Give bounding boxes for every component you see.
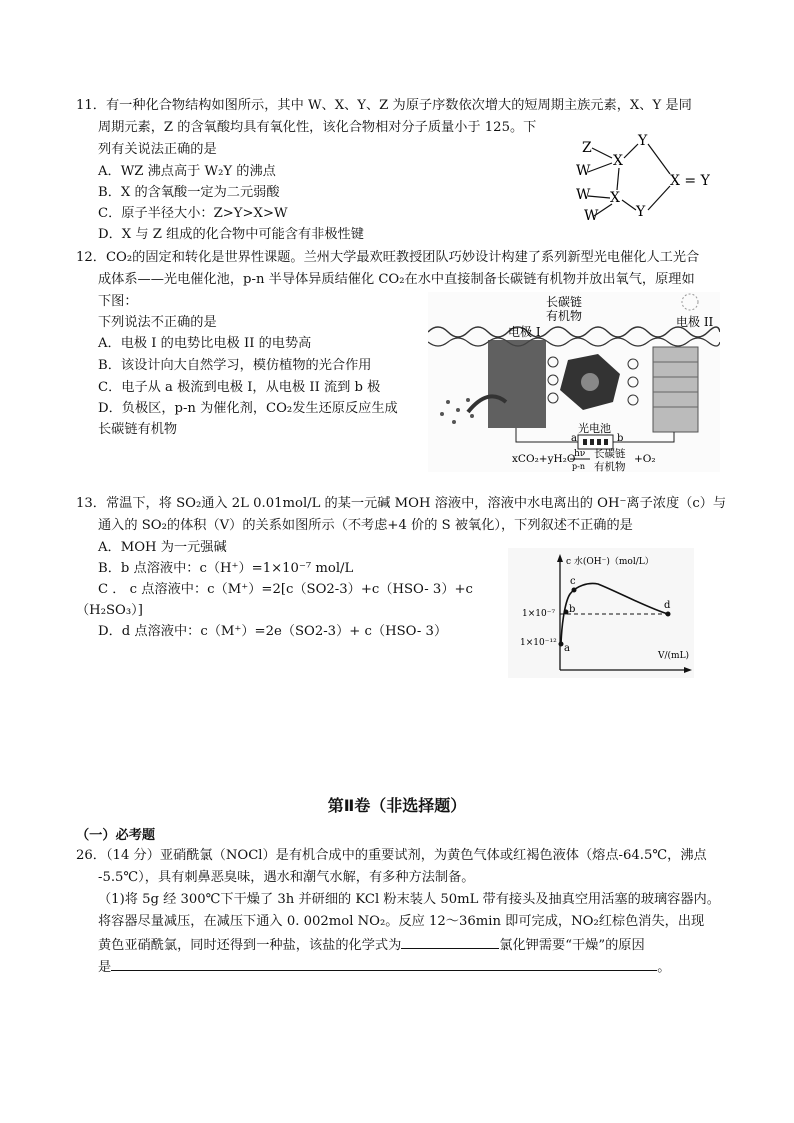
- electrode-2-block: [653, 347, 698, 432]
- q13-option-b: B．b 点溶液中：c（H⁺）=1×10⁻⁷ mol/L: [98, 561, 354, 576]
- tick-1e-7: 1×10⁻⁷: [522, 609, 556, 619]
- struct-w2: W: [576, 187, 591, 203]
- label-photocell: 光电池: [578, 422, 611, 435]
- q11-line-1: 11．有一种化合物结构如图所示，其中 W、X、Y、Z 为原子序数依次增大的短周期主族元素，X、Y 是同: [76, 98, 692, 113]
- answer-blank-formula[interactable]: [401, 934, 499, 949]
- q26-line-6: [98, 956, 670, 978]
- q13-option-c: C ． c 点溶液中：c（M⁺）=2[c（SO2-3）+c（HSO- 3）+c: [98, 582, 473, 597]
- eqn-tail: +O₂: [634, 453, 656, 465]
- q11-line-2: 周期元素，Z 的含氧酸均具有氧化性，该化合物相对分子质量小于 125。下: [98, 120, 537, 135]
- struct-y2: Y: [636, 204, 646, 220]
- label-product-1: 长碳链: [546, 295, 583, 309]
- q12-photoelectrochemical-figure: [428, 292, 720, 472]
- q12-option-d: D．负极区，p-n 为催化剂，CO₂发生还原反应生成: [98, 401, 398, 416]
- struct-x1: X: [613, 153, 623, 169]
- eqn-right-2: 有机物: [594, 461, 626, 472]
- part-2-title: 第Ⅱ卷（非选择题）: [327, 796, 467, 815]
- struct-y1: Y: [638, 133, 648, 149]
- q12-line-2: 成体系——光电催化池，p-n 半导体异质结催化 CO₂在水中直接制备长碳链有机物并放出氧气，原理如: [98, 272, 695, 287]
- eqn-cond-top: hν: [574, 449, 586, 459]
- q11-option-d: D．X 与 Z 组成的化合物中可能含有非极性键: [98, 227, 364, 242]
- q13-option-a: A．MOH 为一元强碱: [98, 540, 227, 555]
- struct-x2: X: [610, 190, 620, 206]
- struct-w1: W: [576, 163, 591, 179]
- q12-line-3: 下图：: [98, 294, 138, 309]
- struct-x-eq-y: X = Y: [670, 173, 710, 189]
- point-b: b: [569, 604, 576, 615]
- q12-option-b: B．该设计向大自然学习，模仿植物的光合作用: [98, 358, 372, 373]
- q26-line-5-a: 黄色亚硝酰氯，同时还得到一种盐，该盐的化学式为: [98, 938, 402, 953]
- q26-line-3: （1)将 5g 经 300℃下干燥了 3h 并研细的 KCl 粉末装人 50mL 带有接头及抽真空用活塞的玻璃容器内。: [98, 892, 720, 907]
- q13-line-2: 通入的 SO₂的体积（V）的关系如图所示（不考虑+4 价的 S 被氧化），下列叙述不正确的是: [98, 518, 633, 533]
- label-product-2: 有机物: [546, 309, 583, 323]
- point-c: c: [570, 576, 576, 587]
- eqn-left: xCO₂+yH₂O: [512, 453, 576, 465]
- part-2-subtitle: （一）必考题: [76, 828, 156, 843]
- q11-option-a: A．WZ 沸点高于 W₂Y 的沸点: [98, 164, 276, 179]
- q13-option-d: D．d 点溶液中：c（M⁺）=2e（SO2-3）+ c（HSO- 3）: [98, 624, 448, 639]
- q12-option-c: C．电子从 a 极流到电极 I，从电极 II 流到 b 极: [98, 380, 381, 395]
- q11-option-b: B．X 的含氧酸一定为二元弱酸: [98, 185, 280, 200]
- struct-z: Z: [582, 140, 592, 156]
- q26-line-5-b: 氯化钾需要“干燥”的原因: [499, 938, 645, 953]
- q26-line-6-b: 。: [657, 960, 671, 975]
- q26-line-4: 将容器尽量减压，在减压下通入 0. 002mol NO₂。反应 12～36min 即可完成，NO₂红棕色消失，出现: [98, 914, 705, 929]
- eqn-right-1: 长碳链: [594, 448, 626, 460]
- q26-line-1: 26．（14 分）亚硝酰氯（NOCl）是有机合成中的重要试剂，为黄色气体或红褐色液体（熔点-64.5℃，沸点: [76, 848, 707, 863]
- point-d: d: [664, 600, 671, 611]
- struct-w3: W: [584, 208, 599, 224]
- answer-blank-reason[interactable]: [111, 956, 657, 971]
- struct-bonds: [588, 144, 670, 216]
- q26-line-6-a: 是: [98, 960, 112, 975]
- q12-line-1: 12．CO₂的固定和转化是世界性课题。兰州大学最欢旺教授团队巧妙设计构建了系列新型光电催化人工光合: [76, 250, 700, 265]
- tick-1e-12: 1×10⁻¹²: [520, 638, 557, 648]
- q12-line-4: 下列说法不正确的是: [98, 315, 217, 330]
- q13-graph: [508, 548, 694, 678]
- label-electrode-2: 电极 II: [676, 315, 714, 329]
- q26-line-5: [98, 934, 645, 956]
- q11-line-3: 列有关说法正确的是: [98, 142, 217, 157]
- label-electrode-1: 电极 I: [508, 325, 541, 339]
- q26-line-2: -5.5℃），具有刺鼻恶臭味，遇水和潮气水解，有多种方法制备。: [98, 870, 475, 885]
- electrode-1-block: [488, 340, 546, 428]
- eqn-cond-bot: p-n: [572, 462, 585, 471]
- q13-line-1: 13．常温下，将 SO₂通入 2L 0.01mol/L 的某一元碱 MOH 溶液中，溶液中水电离出的 OH⁻离子浓度（c）与: [76, 496, 727, 511]
- point-a: a: [564, 643, 570, 654]
- q13-option-c-cont: （H₂SO₃）]: [76, 603, 143, 618]
- q12-option-d-cont: 长碳链有机物: [98, 422, 178, 437]
- q12-option-a: A．电极 I 的电势比电极 II 的电势高: [98, 336, 312, 351]
- q11-structure-diagram: [572, 130, 732, 230]
- y-axis-label: c 水(OH⁻)（mol/L）: [566, 557, 654, 567]
- label-a: a: [571, 433, 577, 444]
- label-b: b: [617, 433, 624, 444]
- q11-option-c: C．原子半径大小：Z>Y>X>W: [98, 206, 288, 221]
- x-axis-label: V/(mL): [658, 651, 690, 661]
